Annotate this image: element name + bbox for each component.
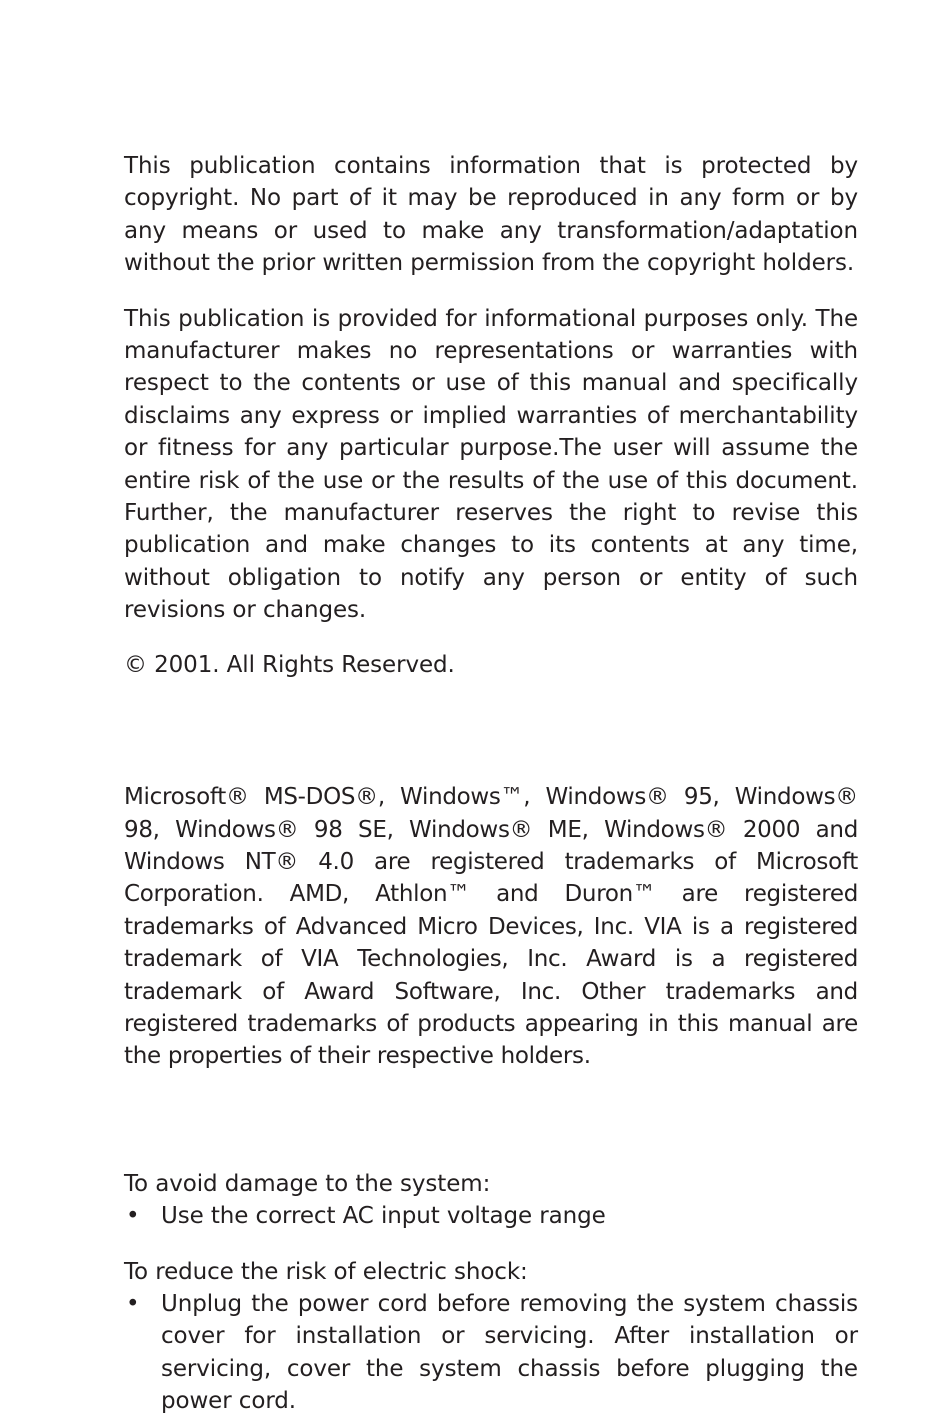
spacer [124,1073,858,1168]
bullet-icon: • [126,1290,140,1317]
spacer [124,681,858,781]
list-item [124,1288,858,1418]
shock-intro: To reduce the risk of electric shock: [124,1258,528,1285]
damage-item-text: Use the correct AC input voltage range [161,1203,606,1230]
bullet-icon: • [126,1203,140,1230]
damage-intro: To avoid damage to the system: [124,1170,491,1197]
spacer [124,627,858,649]
document-page [124,150,858,1418]
rights-reserved-line: © 2001. All Rights Reserved. [124,651,455,678]
spacer [124,280,858,303]
shock-item-text: Unplug the power cord before removing the system chassis cover for installation or servicing. After installation or servicing, cover the system chassis before plugging the power cord. [161,1290,858,1415]
trademarks-paragraph: Microsoft® MS-DOS®, Windows™, Windows® 95, Windows® 98, Windows® 98 SE, Windows® ME, Windows® 2000 and Windows NT® 4.0 are registered trademarks of Microsoft Corporation. AMD, Athlon™ and Duron™ are registered trademarks of Advanced Micro Devices, Inc. VIA is a registered trademark of VIA Technologies, Inc. Award is a registered trademark of Award Software, Inc. Other trademarks and registered trademarks of products appearing in this manual are the properties of their respective holders. [124,784,858,1070]
spacer [124,1233,858,1256]
list-item [124,1200,858,1232]
copyright-paragraph-1: This publication contains information that is protected by copyright. No part of it may be reproduced in any form or by any means or used to make any transformation/adaptation without the prior written permission from the copyright holders. [124,153,858,277]
copyright-paragraph-2: This publication is provided for informational purposes only. The manufacturer makes no representations or warranties with respect to the contents or use of this manual and specifically disclaims any express or implied warranties of merchantability or fitness for any particular purpose.The user will assume the entire risk of the use or the results of the use of this document. Further, the manufacturer reserves the right to revise this publication and make changes to its contents at any time, without obligation to notify any person or entity of such revisions or changes. [124,305,858,624]
